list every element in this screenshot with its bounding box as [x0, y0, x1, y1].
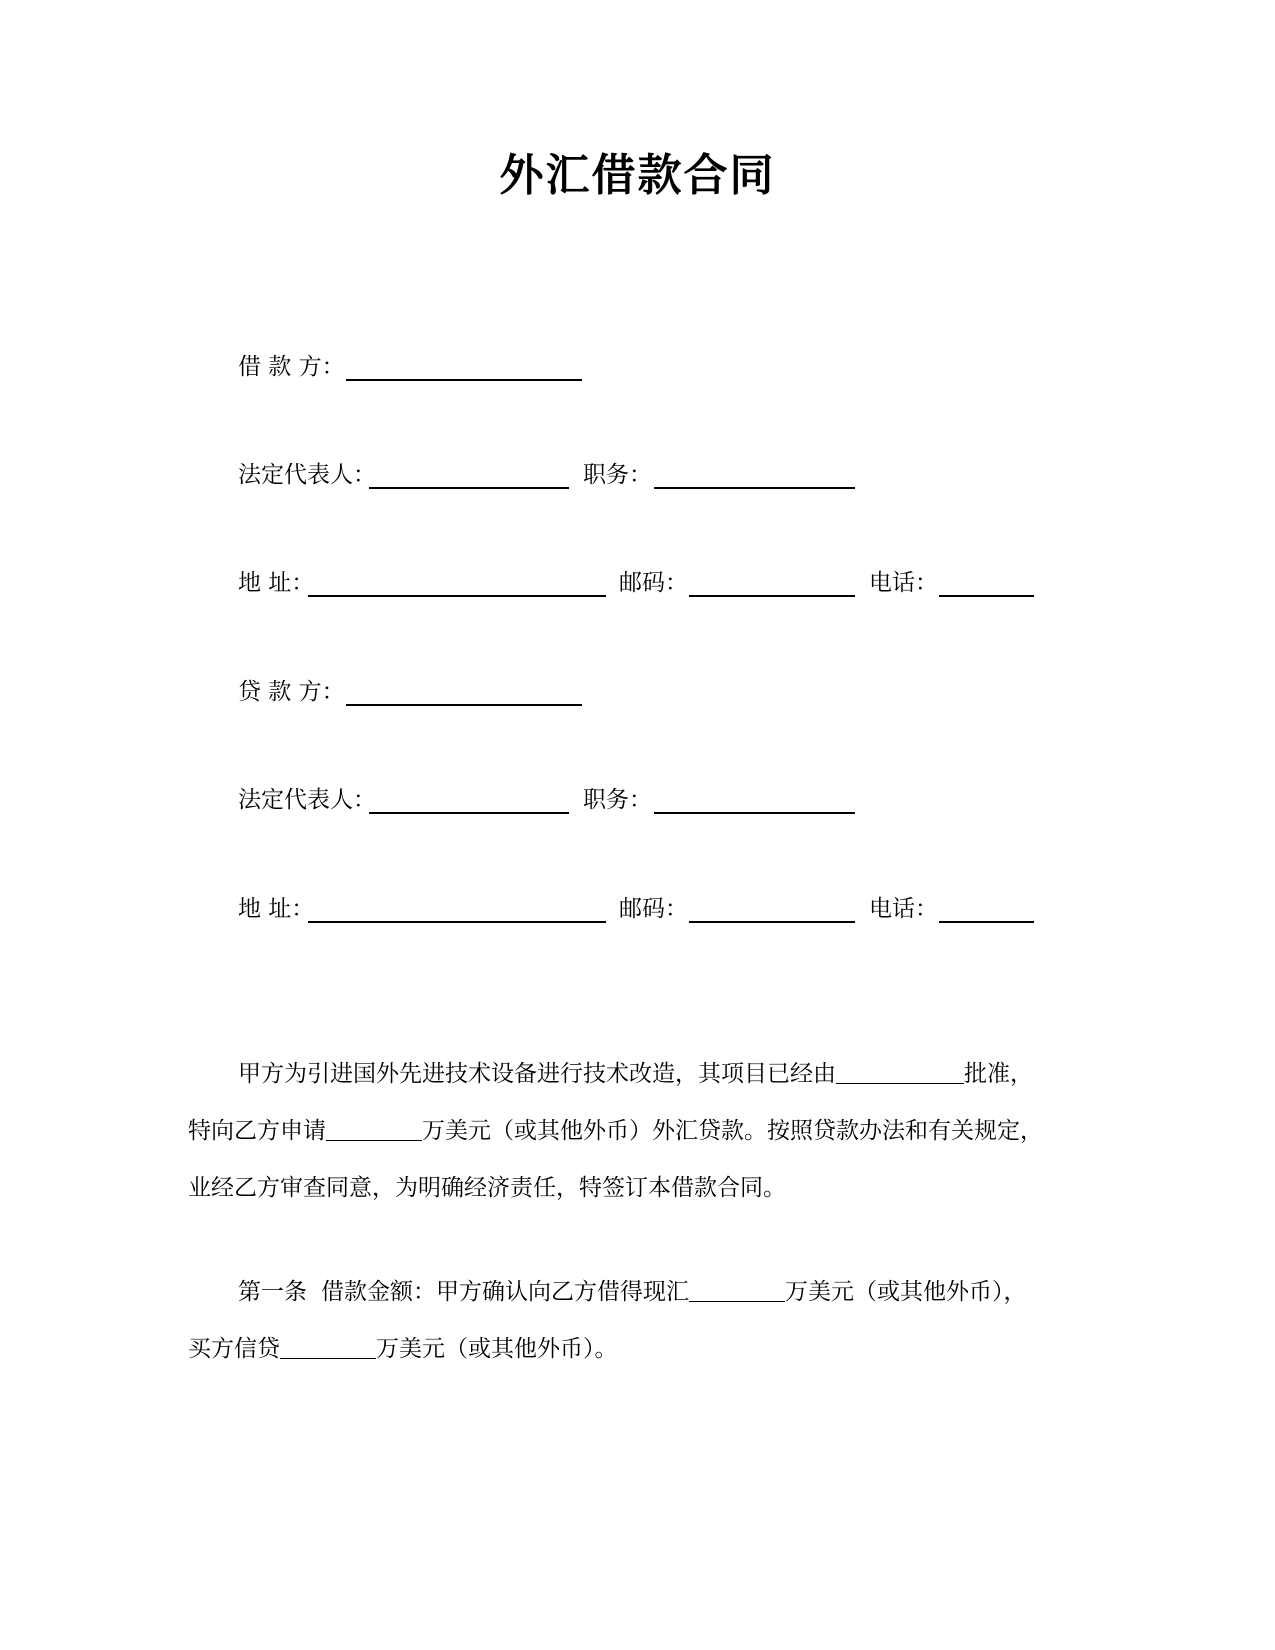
lender-position-label: 职务： — [583, 787, 652, 813]
lender-phone-label: 电话： — [869, 896, 938, 922]
lender-rep-blank — [369, 812, 569, 814]
lender-address-label: 地 址： — [238, 896, 315, 922]
lender-rep-label: 法定代表人： — [238, 787, 376, 813]
borrower-name-blank — [346, 379, 582, 381]
preamble-line-2 — [188, 1103, 1098, 1160]
preamble-line-1 — [188, 1046, 1098, 1103]
article-heading: 第一条 — [238, 1279, 307, 1305]
borrower-position-label: 职务： — [583, 462, 652, 488]
borrower-postcode-label: 邮码： — [619, 570, 688, 596]
approval-authority-blank — [836, 1060, 964, 1084]
article-text: 买方信贷 — [188, 1336, 280, 1362]
preamble-text: 万美元（或其他外币）外汇贷款。按照贷款办法和有关规定， — [422, 1118, 1043, 1144]
borrower-party-label: 借 款 方： — [238, 354, 345, 380]
lender-party-label: 贷 款 方： — [238, 679, 345, 705]
borrower-position-blank — [654, 487, 855, 489]
borrower-postcode-blank — [689, 595, 855, 597]
document-title: 外汇借款合同 — [499, 150, 776, 201]
lender-postcode-blank — [689, 921, 855, 923]
article-text: 万美元（或其他外币）， — [785, 1279, 1027, 1305]
cash-amount-blank — [689, 1278, 785, 1302]
article-text: 借款金额：甲方确认向乙方借得现汇 — [321, 1279, 689, 1305]
borrower-rep-label: 法定代表人： — [238, 462, 376, 488]
borrower-address-label: 地 址： — [238, 570, 315, 596]
preamble-text: 特向乙方申请 — [188, 1118, 326, 1144]
preamble-paragraph — [188, 1046, 1098, 1217]
lender-position-blank — [654, 812, 855, 814]
borrower-address-blank — [308, 595, 606, 597]
lender-name-blank — [346, 704, 582, 706]
preamble-line-3: 业经乙方审查同意，为明确经济责任，特签订本借款合同。 — [188, 1175, 786, 1201]
borrower-rep-blank — [369, 487, 569, 489]
lender-phone-blank — [939, 921, 1034, 923]
preamble-text: 甲方为引进国外先进技术设备进行技术改造，其项目已经由 — [238, 1061, 836, 1087]
article-1-line-2 — [188, 1321, 1098, 1378]
article-1-paragraph — [188, 1264, 1098, 1378]
article-text: 万美元（或其他外币）。 — [376, 1336, 618, 1362]
preamble-text: 批准， — [964, 1061, 1033, 1087]
article-1-line-1 — [188, 1264, 1098, 1321]
lender-address-blank — [308, 921, 606, 923]
loan-amount-blank — [326, 1117, 422, 1141]
borrower-phone-label: 电话： — [869, 570, 938, 596]
lender-postcode-label: 邮码： — [619, 896, 688, 922]
buyer-credit-amount-blank — [280, 1335, 376, 1359]
borrower-phone-blank — [939, 595, 1034, 597]
